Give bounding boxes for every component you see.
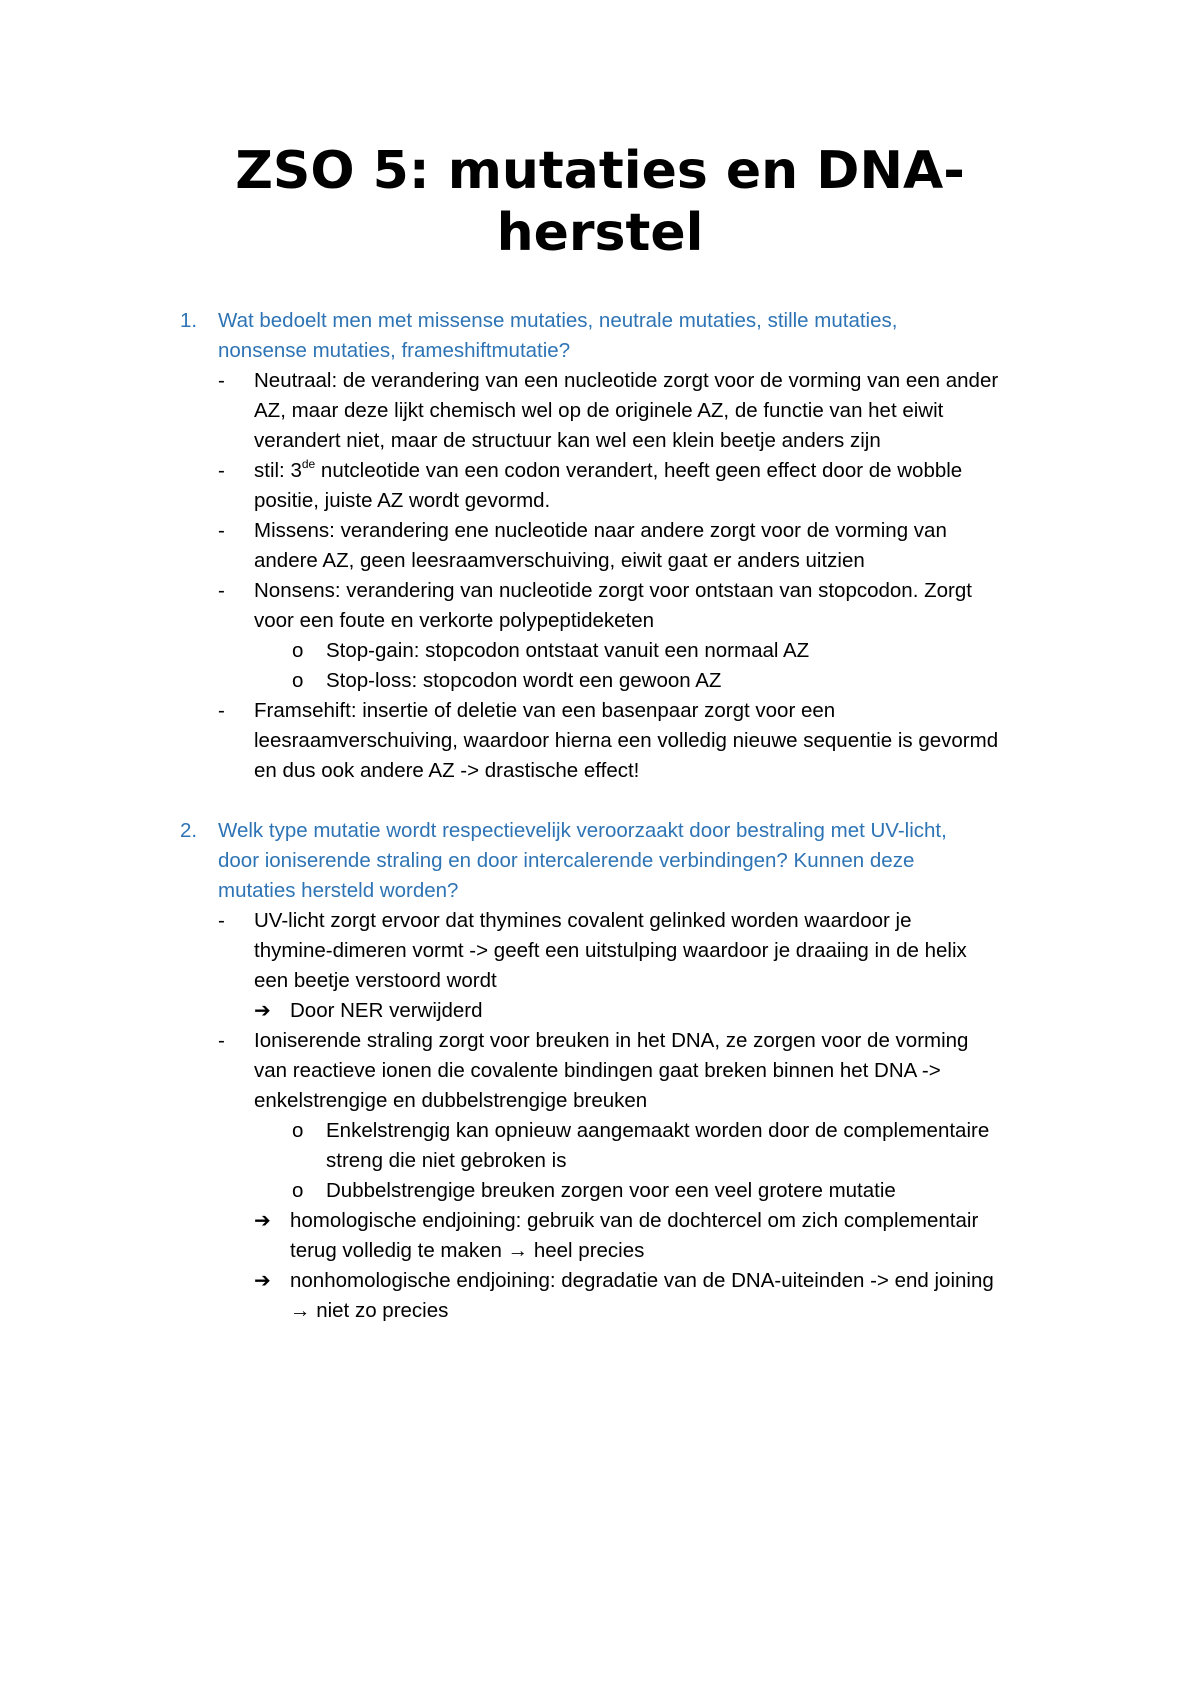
title-line-2: herstel <box>496 203 704 263</box>
stil-line-1 <box>254 456 962 486</box>
nonsens-line-1: Nonsens: verandering van nucleotide zorgt voor ontstaan van stopcodon. Zorgt <box>254 579 972 602</box>
homologous-text-b: heel precies <box>528 1239 645 1262</box>
question-1-text-line-1: Wat bedoelt men met missense mutaties, neutrale mutaties, stille mutaties, <box>218 309 898 332</box>
dash-bullet: - <box>218 519 225 542</box>
question-2-text-line-3: mutaties hersteld worden? <box>218 879 459 902</box>
circle-bullet: o <box>292 1179 304 1202</box>
missens-line-1: Missens: verandering ene nucleotide naar andere zorgt voor de vorming van <box>254 519 947 542</box>
question-1-number: 1. <box>180 309 198 332</box>
stop-gain-line: Stop-gain: stopcodon ontstaat vanuit een normaal AZ <box>326 639 810 662</box>
arrow-right-icon: ➔ <box>254 1268 271 1292</box>
dash-bullet: - <box>218 909 225 932</box>
neutraal-line-3: verandert niet, maar de structuur kan wel een klein beetje anders zijn <box>254 429 881 452</box>
stop-loss-line: Stop-loss: stopcodon wordt een gewoon AZ <box>326 669 722 692</box>
stil-superscript: de <box>301 457 316 471</box>
framshift-line-1: Framsehift: insertie of deletie van een basenpaar zorgt voor een <box>254 699 836 722</box>
arrow-right-icon: → <box>290 1299 311 1322</box>
uv-line-1: UV-licht zorgt ervoor dat thymines covalent gelinked worden waardoor je <box>254 909 912 932</box>
arrow-right-icon: ➔ <box>254 1208 271 1232</box>
circle-bullet: o <box>292 639 304 662</box>
framshift-line-3: en dus ook andere AZ -> drastische effect! <box>254 759 640 782</box>
dash-bullet: - <box>218 579 225 602</box>
stil-text-a: stil: 3 <box>254 459 302 482</box>
title-line-1: ZSO 5: mutaties en DNA- <box>235 141 965 201</box>
neutraal-line-2: AZ, maar deze lijkt chemisch wel op de originele AZ, de functie van het eiwit <box>254 399 944 422</box>
question-2-text-line-2: door ioniserende straling en door intercalerende verbindingen? Kunnen deze <box>218 849 915 872</box>
circle-bullet: o <box>292 669 304 692</box>
nonhomologous-line-1: nonhomologische endjoining: degradatie van de DNA-uiteinden -> end joining <box>290 1269 994 1292</box>
homologous-text-a: terug volledig te maken <box>290 1239 508 1262</box>
circle-bullet: o <box>292 1119 304 1142</box>
page-title <box>150 140 1050 264</box>
nonsens-line-2: voor een foute en verkorte polypeptideketen <box>254 609 655 632</box>
dash-bullet: - <box>218 1029 225 1052</box>
stil-text-b: nutcleotide van een codon verandert, heeft geen effect door de wobble <box>315 459 963 482</box>
missens-line-2: andere AZ, geen leesraamverschuiving, eiwit gaat er anders uitzien <box>254 549 865 572</box>
uv-line-2: thymine-dimeren vormt -> geeft een uitstulping waardoor je draaiing in de helix <box>254 939 967 962</box>
dash-bullet: - <box>218 699 225 722</box>
nonhomologous-line-2 <box>290 1296 448 1326</box>
enkel-line-1: Enkelstrengig kan opnieuw aangemaakt worden door de complementaire <box>326 1119 990 1142</box>
ner-line: Door NER verwijderd <box>290 999 483 1022</box>
arrow-right-icon: → <box>507 1239 529 1262</box>
dash-bullet: - <box>218 459 225 482</box>
uv-line-3: een beetje verstoord wordt <box>254 969 497 992</box>
question-2-text-line-1: Welk type mutatie wordt respectievelijk veroorzaakt door bestraling met UV-licht, <box>218 819 947 842</box>
framshift-line-2: leesraamverschuiving, waardoor hierna een volledig nieuwe sequentie is gevormd <box>254 729 999 752</box>
question-1-text-line-2: nonsense mutaties, frameshiftmutatie? <box>218 339 571 362</box>
dash-bullet: - <box>218 369 225 392</box>
arrow-right-icon: ➔ <box>254 998 271 1022</box>
dubbel-line: Dubbelstrengige breuken zorgen voor een veel grotere mutatie <box>326 1179 896 1202</box>
homologous-line-1: homologische endjoining: gebruik van de dochtercel om zich complementair <box>290 1209 979 1232</box>
ion-line-3: enkelstrengige en dubbelstrengige breuken <box>254 1089 648 1112</box>
enkel-line-2: streng die niet gebroken is <box>326 1149 567 1172</box>
homologous-line-2 <box>290 1236 644 1266</box>
nonhomologous-text: niet zo precies <box>310 1299 449 1322</box>
neutraal-line-1: Neutraal: de verandering van een nucleotide zorgt voor de vorming van een ander <box>254 369 999 392</box>
stil-line-2: positie, juiste AZ wordt gevormd. <box>254 489 551 512</box>
ion-line-1: Ioniserende straling zorgt voor breuken in het DNA, ze zorgen voor de vorming <box>254 1029 969 1052</box>
ion-line-2: van reactieve ionen die covalente bindingen gaat breken binnen het DNA -> <box>254 1059 941 1082</box>
question-2-number: 2. <box>180 819 198 842</box>
